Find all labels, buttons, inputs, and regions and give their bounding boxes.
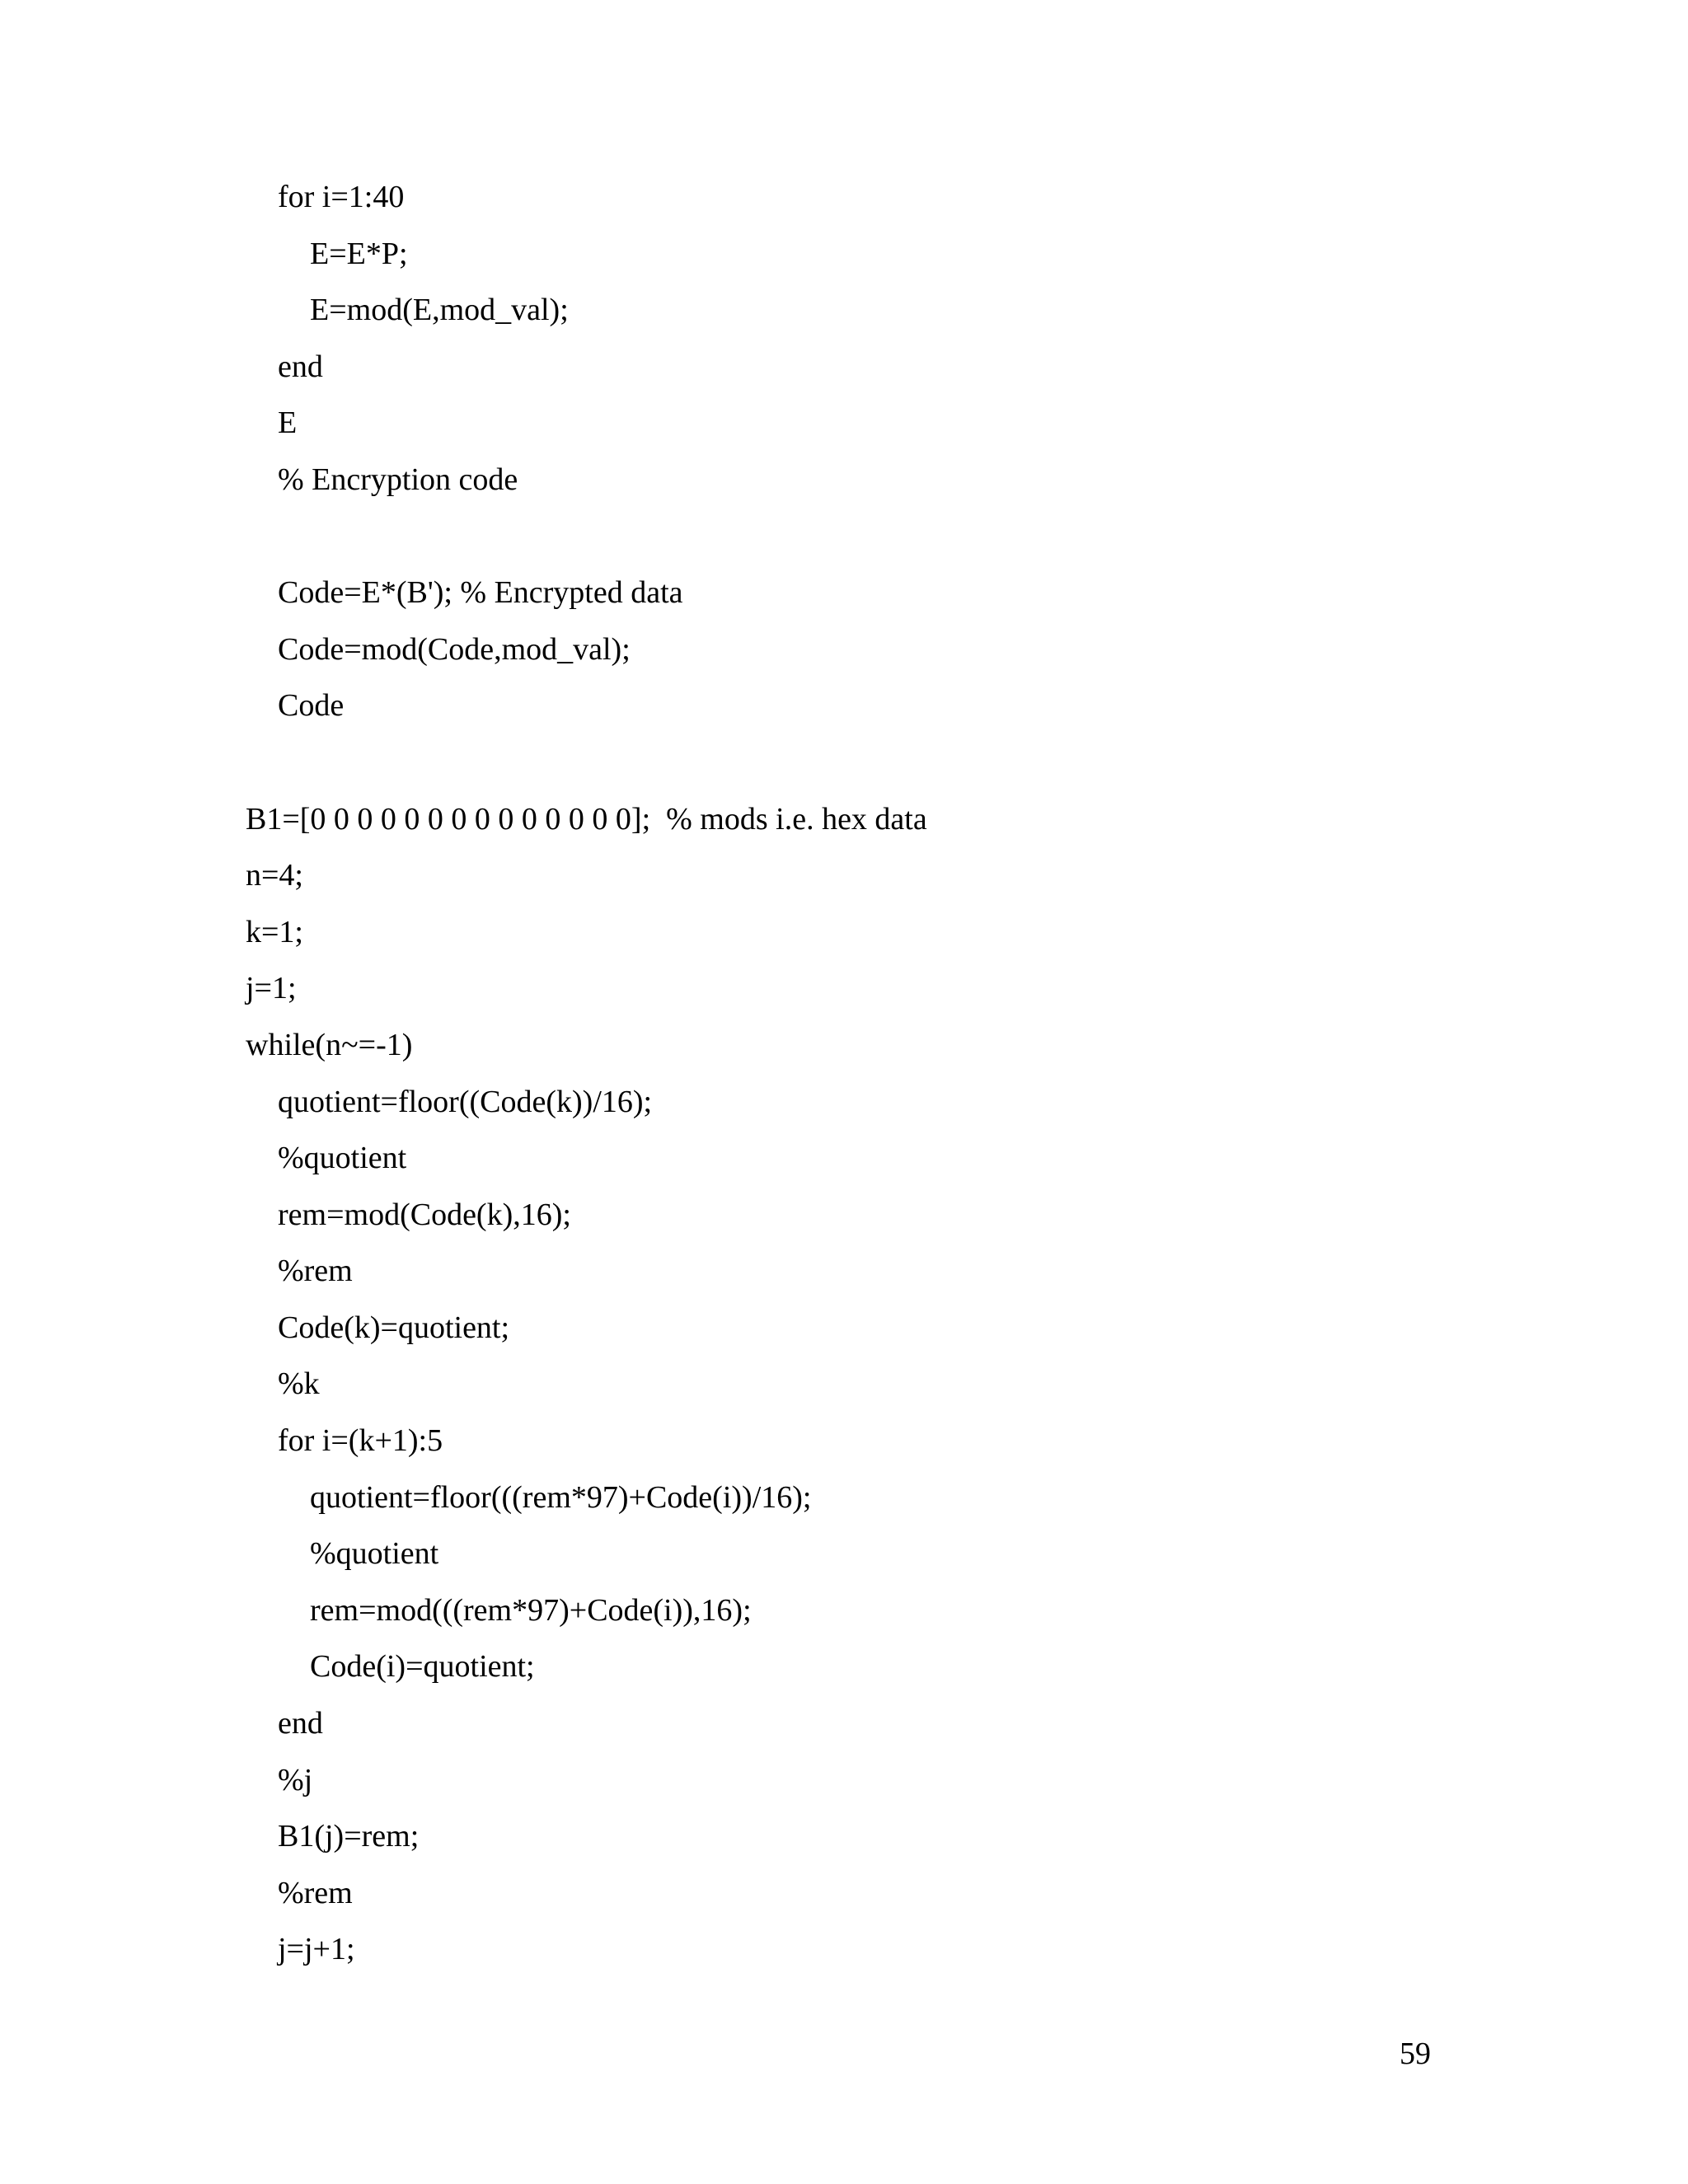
code-line: while(n~=-1) [246,1027,413,1062]
code-comment: %j [278,1762,313,1797]
code-line: quotient=floor((Code(k))/16); [278,1084,653,1119]
code-line: rem=mod(((rem*97)+Code(i)),16); [310,1592,752,1628]
code-line: Code [278,688,345,724]
code-line: end [278,1706,323,1741]
code-line: Code=E*(B'); % Encrypted data [278,575,683,611]
code-comment: %quotient [278,1141,407,1176]
code-line: j=1; [246,971,297,1006]
code-line: j=j+1; [278,1932,355,1967]
code-line: E=mod(E,mod_val); [310,293,569,328]
code-comment: %k [278,1366,320,1402]
code-line: Code(k)=quotient; [278,1310,510,1345]
code-comment: %quotient [310,1536,439,1572]
code-line: B1=[0 0 0 0 0 0 0 0 0 0 0 0 0 0]; % mods i.e. hex data [246,801,927,837]
code-comment: %rem [278,1254,353,1289]
code-listing [246,169,1482,1978]
blank-line [246,734,1482,791]
code-line: for i=(k+1):5 [278,1423,443,1459]
code-line: E=E*P; [310,236,408,271]
code-comment: %rem [278,1875,353,1910]
code-line: n=4; [246,858,303,893]
code-line: B1(j)=rem; [278,1819,420,1854]
code-line: E [278,405,298,441]
code-line: Code(i)=quotient; [310,1649,535,1685]
code-line: k=1; [246,914,303,949]
code-line: end [278,349,323,384]
code-line: rem=mod(Code(k),16); [278,1197,571,1232]
code-line: for i=1:40 [278,180,405,214]
code-comment: % Encryption code [278,462,518,497]
code-line: quotient=floor(((rem*97)+Code(i))/16); [310,1479,812,1515]
page-number: 59 [1400,2036,1431,2071]
code-line: Code=mod(Code,mod_val); [278,631,631,667]
blank-line [246,509,1482,565]
